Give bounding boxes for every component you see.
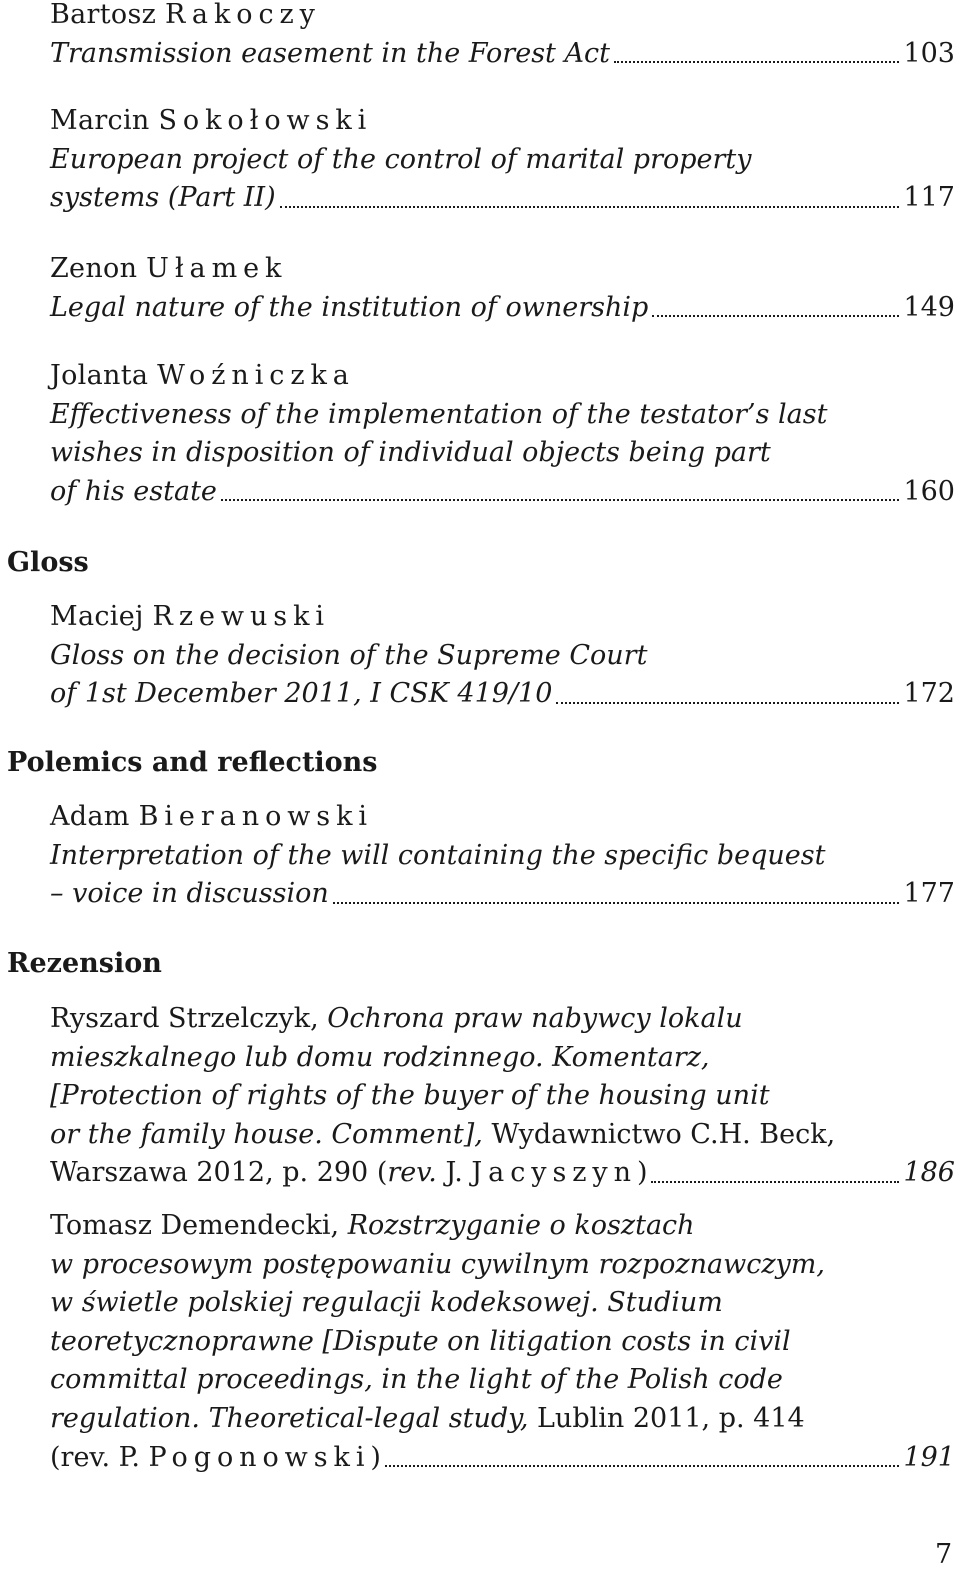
entry-page-number: 177	[903, 878, 955, 910]
review-close-paren: )	[370, 1441, 381, 1473]
entry-title: wishes in disposition of individual objects being part	[50, 437, 771, 469]
dot-leader	[333, 902, 900, 904]
entry-page-number: 186	[903, 1157, 955, 1189]
dot-leader	[651, 1181, 899, 1183]
author-last-name: Rzewuski	[152, 601, 330, 632]
entry-page-number: 191	[903, 1441, 955, 1473]
entry-title: Interpretation of the will containing the specific bequest	[50, 839, 826, 871]
author-first-name: Marcin	[50, 105, 150, 136]
toc-entry	[50, 102, 955, 218]
entry-title-line	[50, 35, 955, 74]
dot-leader	[556, 702, 899, 704]
entry-title: of 1st December 2011, I CSK 419/10	[50, 678, 553, 710]
entry-author	[50, 598, 955, 637]
review-author: Ryszard Strzelczyk,	[50, 1003, 319, 1034]
review-title: or the family house. Comment],	[50, 1118, 483, 1150]
entry-title-line	[50, 473, 955, 512]
entry-author	[50, 102, 955, 141]
author-last-name: Ułamek	[146, 253, 288, 284]
toc-entry	[50, 598, 955, 714]
entry-page-number: 117	[903, 182, 955, 214]
entry-title: – voice in discussion	[50, 878, 329, 910]
review-imprint-text: Warszawa 2012, p. 290 (	[50, 1157, 388, 1189]
review-entry	[50, 1207, 955, 1477]
entry-page-number: 103	[903, 37, 955, 69]
review-author: Tomasz Demendecki,	[50, 1210, 340, 1241]
reviewer-name: Pogonowski	[148, 1441, 371, 1473]
entry-title: systems (Part II)	[50, 182, 276, 214]
review-title: committal proceedings, in the light of the Polish code	[50, 1364, 783, 1396]
dot-leader	[385, 1465, 900, 1467]
review-line	[50, 1400, 955, 1439]
review-title: w procesowym postępowaniu cywilnym rozpoznawczym,	[50, 1248, 825, 1280]
review-rev-abbr: rev.	[387, 1157, 437, 1189]
toc-entry	[50, 0, 955, 73]
dot-leader	[280, 206, 900, 208]
review-imprint	[50, 1154, 647, 1193]
dot-leader	[614, 61, 900, 63]
entry-author	[50, 250, 955, 289]
entry-title-line	[50, 675, 955, 714]
entry-title: of his estate	[50, 475, 217, 507]
review-publisher: Wydawnictwo C.H. Beck,	[491, 1118, 836, 1150]
author-last-name: Woźniczka	[157, 360, 355, 391]
author-last-name: Bieranowski	[138, 801, 373, 832]
author-first-name: Zenon	[50, 253, 138, 284]
entry-page-number: 160	[903, 475, 955, 507]
author-first-name: Maciej	[50, 601, 144, 632]
dot-leader	[652, 315, 899, 317]
section-heading-rezension: Rezension	[7, 948, 162, 979]
entry-title: Gloss on the decision of the Supreme Court	[50, 639, 648, 671]
author-first-name: Adam	[50, 801, 130, 832]
entry-title-line	[50, 179, 955, 218]
review-close-paren: )	[636, 1157, 648, 1189]
entry-page-number: 149	[903, 291, 955, 323]
section-heading-gloss: Gloss	[7, 547, 89, 578]
entry-title: Transmission easement in the Forest Act	[50, 37, 610, 69]
entry-author	[50, 0, 955, 35]
review-imprint	[50, 1439, 381, 1478]
toc-entry	[50, 250, 955, 327]
review-title: [Protection of rights of the buyer of the housing unit	[50, 1080, 770, 1112]
page-number: 7	[935, 1539, 953, 1570]
review-line	[50, 1000, 955, 1039]
review-title: Rozstrzyganie o kosztach	[347, 1210, 695, 1241]
author-last-name: Sokołowski	[158, 105, 373, 136]
review-last-line	[50, 1154, 955, 1193]
entry-page-number: 172	[903, 678, 955, 710]
review-imprint-text: Lublin 2011, p. 414	[537, 1402, 805, 1434]
entry-title: Effectiveness of the implementation of the testator’s last	[50, 398, 828, 430]
review-line	[50, 1116, 955, 1155]
entry-title: European project of the control of marital property	[50, 143, 752, 175]
review-line	[50, 1207, 955, 1246]
reviewer-initial: J.	[445, 1157, 463, 1189]
review-title: Ochrona praw nabywcy lokalu	[327, 1003, 743, 1034]
entry-title-line	[50, 875, 955, 914]
toc-entry	[50, 798, 955, 914]
section-heading-polemics: Polemics and reflections	[7, 747, 378, 778]
author-first-name: Jolanta	[50, 360, 149, 391]
review-title: teoretycznoprawne [Dispute on litigation costs in civil	[50, 1325, 791, 1357]
review-title: w świetle polskiej regulacji kodeksowej. Studium	[50, 1287, 723, 1319]
reviewer-name: Jacyszyn	[471, 1157, 637, 1189]
review-title: mieszkalnego lub domu rodzinnego. Komentarz,	[50, 1041, 710, 1073]
entry-author	[50, 798, 955, 837]
review-imprint-text: (rev. P.	[50, 1441, 140, 1473]
author-last-name: Rakoczy	[165, 0, 321, 30]
review-title: regulation. Theoretical-legal study,	[50, 1402, 529, 1434]
entry-title-line	[50, 289, 955, 328]
author-first-name: Bartosz	[50, 0, 157, 30]
entry-title: Legal nature of the institution of ownership	[50, 291, 649, 323]
dot-leader	[221, 499, 900, 501]
entry-author	[50, 357, 955, 396]
review-last-line	[50, 1439, 955, 1478]
toc-entry	[50, 357, 955, 511]
review-entry	[50, 1000, 955, 1193]
